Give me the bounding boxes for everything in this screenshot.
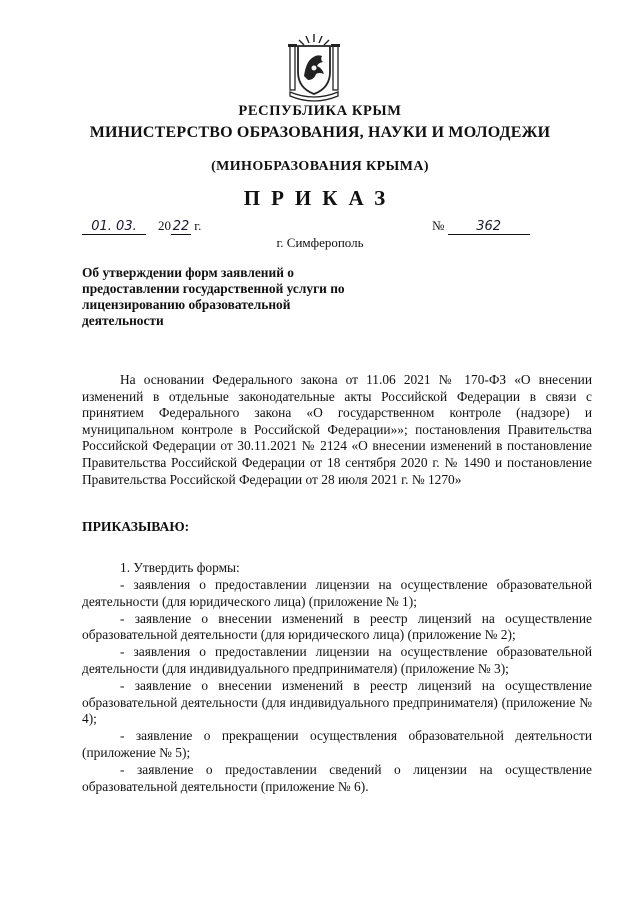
number-sign: № (432, 218, 445, 233)
list-item: - заявление о внесении изменений в реестр лицензий на осуществление образовательной деятельности (для индивидуального предпринимателя) (приложение № 4); (82, 678, 592, 727)
city-label: г. Симферополь (276, 235, 364, 250)
list-item: - заявления о предоставлении лицензии на осуществление образовательной деятельности (для индивидуального предпринимателя) (приложение № 3); (82, 644, 592, 676)
list-item: - заявления о предоставлении лицензии на осуществление образовательной деятельности (для юридического лица) (приложение № 1); (82, 577, 592, 609)
order-subject: Об утверждении форм заявлений о предоставлении государственной услуги по лицензированию образовательной деятельности (82, 265, 345, 328)
crimea-coat-of-arms-icon (284, 32, 344, 104)
list-item: - заявление о прекращении осуществления образовательной деятельности (приложение № 5); (82, 728, 592, 760)
republic-heading: РЕСПУБЛИКА КРЫМ (238, 103, 402, 119)
item-1-heading: 1. Утвердить формы: (120, 560, 240, 575)
handwritten-number: 362 (448, 219, 530, 235)
list-item: - заявление о предоставлении сведений о лицензии на осуществление образовательной деятельности (приложение № 6). (82, 762, 592, 794)
handwritten-date: 01. 03. (82, 219, 146, 235)
year-prefix: 20 (158, 218, 171, 233)
order-date (82, 218, 201, 235)
legal-basis-paragraph: На основании Федерального закона от 11.06 2021 № 170-ФЗ «О внесении изменений в отдельные законодательные акты Российской Федерации в связи с принятием Федерального закона «О государственном контроле (надзоре) и муниципальном контроле в Российской Федерации»»; постановления Правительства Российской Федерации от 30.11.2021 № 2124 «О внесении изменений в постановление Правительства Российской Федерации от 18 сентября 2020 г. № 1490 и постановление Правительства Российской Федерации от 28 июля 2021 г. № 1270» (82, 372, 592, 487)
order-directive: ПРИКАЗЫВАЮ: (82, 519, 190, 534)
list-item: - заявление о внесении изменений в реестр лицензий на осуществление образовательной деятельности (для юридического лица) (приложение № 2); (82, 610, 592, 643)
order-number (432, 218, 530, 235)
ministry-heading: МИНИСТЕРСТВО ОБРАЗОВАНИЯ, НАУКИ И МОЛОДЕЖИ (89, 124, 551, 141)
forms-list (82, 577, 592, 796)
year-unit: г. (194, 218, 202, 233)
handwritten-year: 22 (172, 219, 190, 234)
document-type-title: ПРИКАЗ (243, 186, 397, 210)
ministry-short-heading: (МИНОБРАЗОВАНИЯ КРЫМА) (211, 159, 429, 174)
